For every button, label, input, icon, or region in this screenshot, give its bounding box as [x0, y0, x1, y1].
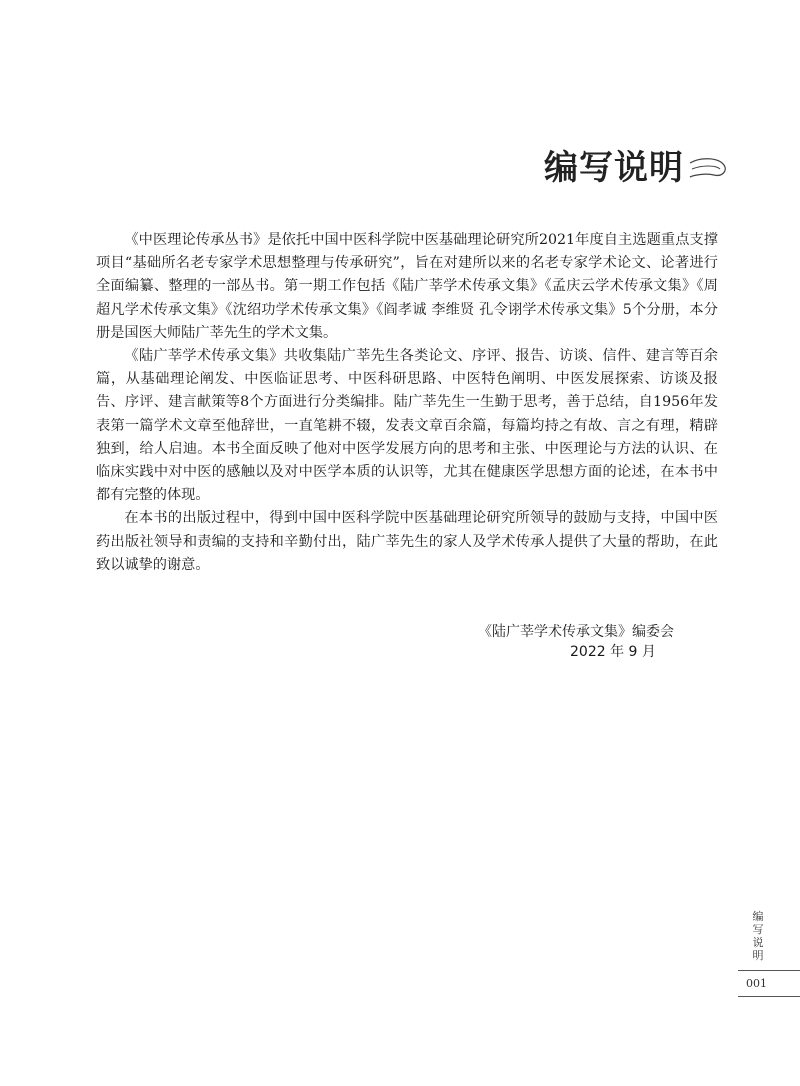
title-block	[544, 146, 728, 190]
page-title: 编写说明	[544, 148, 684, 188]
divider	[738, 970, 800, 971]
paragraph: 在本书的出版过程中，得到中国中医科学院中医基础理论研究所领导的鼓励与支持，中国中医药出版社领导和责编的支持和辛勤付出，陆广莘先生的家人及学术传承人提供了大量的帮助，在此致以诚挚的谢意。	[96, 510, 718, 573]
paragraph: 《中医理论传承丛书》是依托中国中医科学院中医基础理论研究所2021年度自主选题重点支撑项目“基础所名老专家学术思想整理与传承研究”，旨在对建所以来的名老专家学术论文、论著进行全面编纂、整理的一部丛书。第一期工作包括《陆广莘学术传承文集》《孟庆云学术传承文集》《周超凡学术传承文集》《沈绍功学术传承文集》《阎孝诚 李维贤 孔令诩学术传承文集》5个分册，本分册是国医大师陆广莘先生的学术文集。	[96, 232, 718, 341]
editorial-board-signature: 《陆广莘学术传承文集》编委会	[478, 624, 674, 640]
swirl-ornament-icon	[688, 153, 728, 183]
signature-date: 2022 年 9 月	[570, 644, 656, 660]
divider	[738, 996, 800, 997]
page-number: 001	[746, 977, 767, 990]
paragraph: 《陆广莘学术传承文集》共收集陆广莘先生各类论文、序评、报告、访谈、信件、建言等百余篇，从基础理论阐发、中医临证思考、中医科研思路、中医特色阐明、中医发展探索、访谈及报告、序评、建言献策等8个方面进行分类编排。陆广莘先生一生勤于思考，善于总结，自1956年发表第一篇学术文章至他辞世，一直笔耕不辍，发表文章百余篇，每篇均持之有故、言之有理，精辟独到，给人启迪。本书全面反映了他对中医学发展方向的思考和主张、中医理论与方法的认识、在临床实践中对中医的感触以及对中医学本质的认识等，尤其在健康医学思想方面的论述，在本书中都有完整的体现。	[96, 348, 718, 504]
running-section-label: 编写说明	[752, 910, 764, 962]
body-text	[96, 229, 718, 577]
